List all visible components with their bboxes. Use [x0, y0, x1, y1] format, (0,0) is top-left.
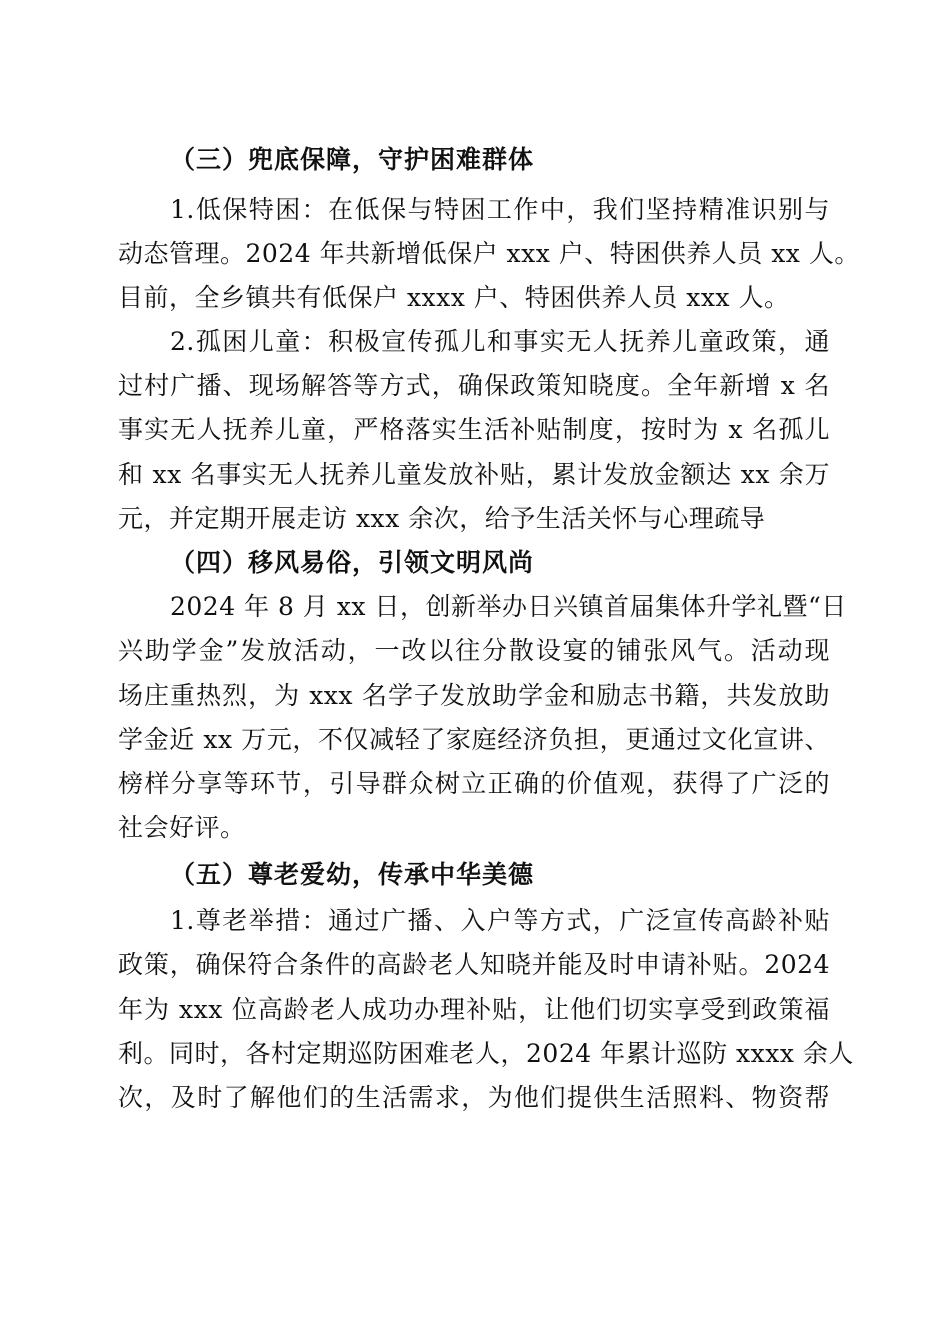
paragraph-line: 学金近 xx 万元，不仅减轻了家庭经济负担，更通过文化宣讲、: [118, 725, 830, 754]
paragraph-line: 2.孤困儿童：积极宣传孤儿和事实无人抚养儿童政策，通: [170, 327, 830, 356]
paragraph-line: 社会好评。: [118, 813, 246, 842]
paragraph-line: 过村广播、现场解答等方式，确保政策知晓度。全年新增 x 名: [118, 371, 830, 400]
paragraph-line: 动态管理。2024 年共新增低保户 xxx 户、特困供养人员 xx 人。: [118, 239, 860, 268]
section-heading-4: （四）移风易俗，引领文明风尚: [170, 548, 535, 577]
paragraph-line: 利。同时，各村定期巡防困难老人，2024 年累计巡防 xxxx 余人: [118, 1039, 854, 1068]
paragraph-line: 兴助学金”发放活动，一改以往分散设宴的铺张风气。活动现: [118, 636, 830, 665]
paragraph-line: 和 xx 名事实无人抚养儿童发放补贴，累计发放金额达 xx 余万: [118, 460, 830, 489]
paragraph-line: 榜样分享等环节，引导群众树立正确的价值观，获得了广泛的: [118, 769, 830, 798]
paragraph-line: 目前，全乡镇共有低保户 xxxx 户、特困供养人员 xxx 人。: [118, 283, 790, 312]
paragraph-line: 政策，确保符合条件的高龄老人知晓并能及时申请补贴。2024: [118, 950, 830, 979]
paragraph-line: 2024 年 8 月 xx 日，创新举办日兴镇首届集体升学礼暨“日: [170, 592, 847, 621]
paragraph-line: 场庄重热烈，为 xxx 名学子发放助学金和励志书籍，共发放助: [118, 681, 830, 710]
paragraph-line: 事实无人抚养儿童，严格落实生活补贴制度，按时为 x 名孤儿: [118, 415, 830, 444]
paragraph-line: 年为 xxx 位高龄老人成功办理补贴，让他们切实享受到政策福: [118, 995, 830, 1024]
section-heading-3: （三）兜底保障，守护困难群体: [170, 145, 535, 174]
paragraph-line: 1.尊老举措：通过广播、入户等方式，广泛宣传高龄补贴: [170, 906, 830, 935]
paragraph-line: 元，并定期开展走访 xxx 余次，给予生活关怀与心理疏导: [118, 504, 766, 533]
paragraph-line: 1.低保特困：在低保与特困工作中，我们坚持精准识别与: [170, 195, 830, 224]
paragraph-line: 次，及时了解他们的生活需求，为他们提供生活照料、物资帮: [118, 1083, 830, 1112]
section-heading-5: （五）尊老爱幼，传承中华美德: [170, 860, 535, 889]
